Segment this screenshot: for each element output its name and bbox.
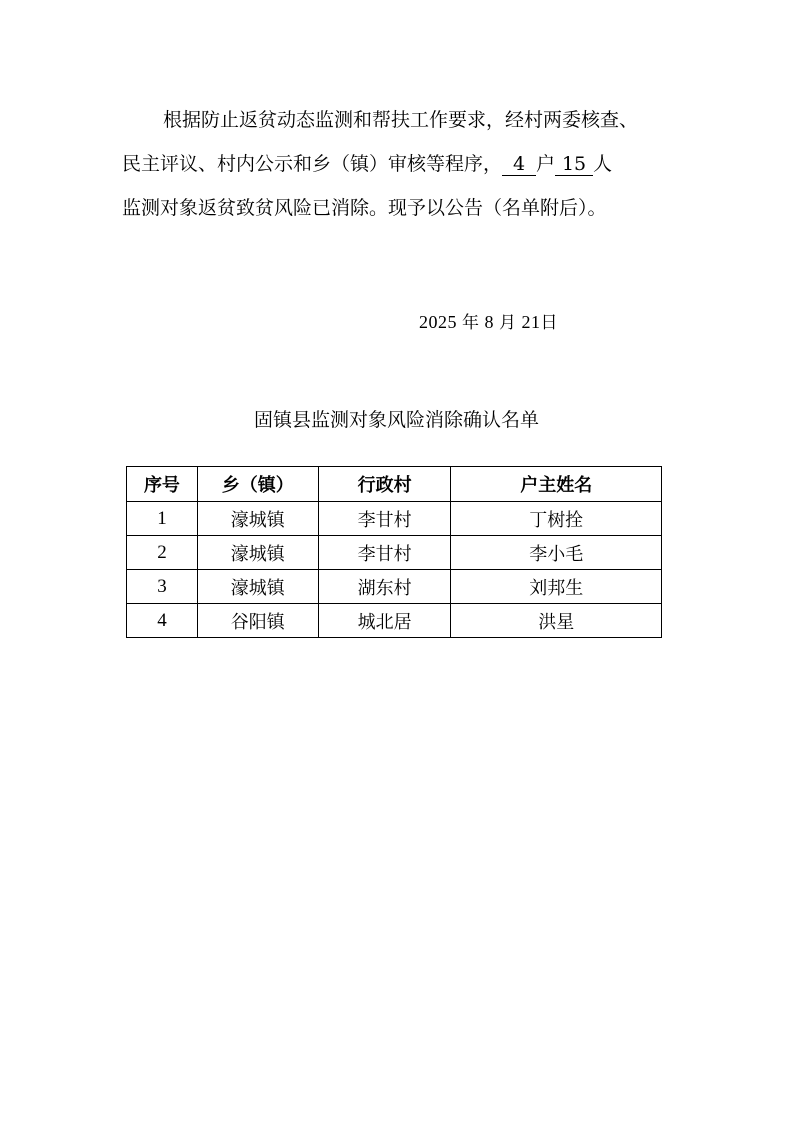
cell-township: 濠城镇 — [197, 570, 318, 604]
cell-index: 1 — [127, 502, 198, 536]
cell-village: 李甘村 — [318, 536, 451, 570]
notice-line-1: 根据防止返贫动态监测和帮扶工作要求，经村两委核查、 — [163, 109, 639, 131]
header-village: 行政村 — [318, 467, 451, 502]
cell-index: 3 — [127, 570, 198, 604]
cell-index: 4 — [127, 604, 198, 638]
person-unit: 人 — [593, 153, 613, 175]
table-row — [127, 570, 662, 604]
date-month-unit: 月 — [499, 313, 517, 333]
notice-date — [419, 308, 558, 333]
list-title: 固镇县监测对象风险消除确认名单 — [253, 409, 539, 431]
header-householder: 户主姓名 — [451, 467, 662, 502]
cell-householder: 洪星 — [451, 604, 662, 638]
notice-paragraph — [122, 98, 697, 230]
cell-householder: 丁树拴 — [451, 502, 662, 536]
date-month: 8 — [484, 312, 494, 332]
cell-householder: 李小毛 — [451, 536, 662, 570]
date-year: 2025 — [419, 312, 457, 332]
person-count: 15 — [555, 153, 593, 176]
cell-township: 濠城镇 — [197, 502, 318, 536]
notice-line-3: 监测对象返贫致贫风险已消除。现予以公告（名单附后）。 — [122, 197, 607, 219]
roster-table — [126, 466, 662, 638]
table-header-row — [127, 467, 662, 502]
header-township: 乡（镇） — [197, 467, 318, 502]
date-day: 21 — [521, 312, 541, 332]
cell-village: 李甘村 — [318, 502, 451, 536]
notice-line-2 — [122, 142, 697, 186]
cell-township: 濠城镇 — [197, 536, 318, 570]
table-row — [127, 536, 662, 570]
cell-township: 谷阳镇 — [197, 604, 318, 638]
header-index: 序号 — [127, 467, 198, 502]
cell-index: 2 — [127, 536, 198, 570]
table-row — [127, 502, 662, 536]
cell-village: 湖东村 — [318, 570, 451, 604]
cell-village: 城北居 — [318, 604, 451, 638]
table-row — [127, 604, 662, 638]
date-year-unit: 年 — [462, 313, 480, 333]
notice-line-2-text: 民主评议、村内公示和乡（镇）审核等程序， — [122, 153, 503, 175]
household-unit: 户 — [536, 153, 556, 175]
cell-householder: 刘邦生 — [451, 570, 662, 604]
date-day-unit: 日 — [540, 313, 558, 333]
household-count: 4 — [502, 153, 536, 176]
